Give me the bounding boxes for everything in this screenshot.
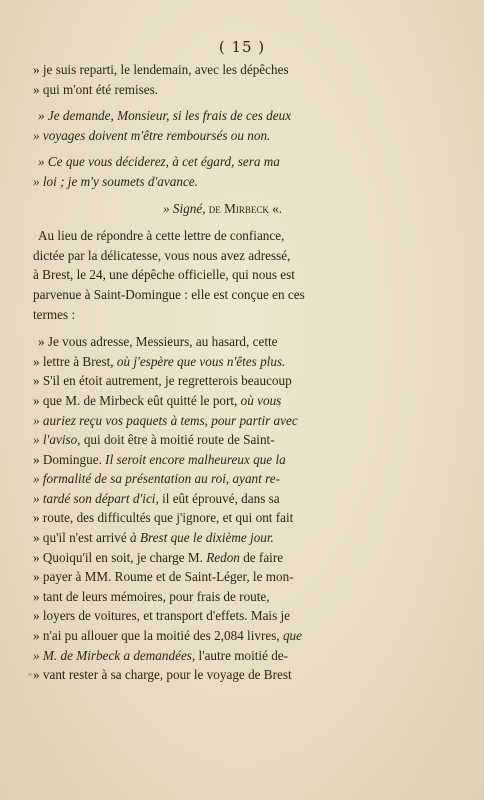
text-line: » Ce que vous déciderez, à cet égard, sera ma — [38, 154, 280, 170]
text-span: , qui doit être à moitié route de Saint- — [77, 432, 275, 448]
text-line: termes : — [33, 306, 76, 322]
text-line: » qui m'ont été remises. — [33, 81, 159, 97]
text-span: » lettre à Brest, — [33, 353, 114, 369]
italic-span: où vous — [240, 392, 282, 408]
text-line: » formalité de sa présentation au roi, ayant re- — [33, 471, 280, 487]
text-line — [33, 489, 363, 509]
italic-span: » l'aviso — [33, 432, 78, 448]
text-line — [33, 548, 363, 568]
text-line: » loyers de voitures, et transport d'effets. Mais je — [33, 608, 291, 624]
text-line: parvenue à Saint-Domingue : elle est conçue en ces — [33, 286, 305, 302]
text-line — [33, 646, 363, 666]
text-line — [33, 528, 363, 548]
text-line: » vant rester à sa charge, pour le voyage de Brest — [33, 667, 292, 683]
text-span: » qu'il n'est arrivé — [33, 530, 127, 546]
page-number: ( 15 ) — [218, 38, 266, 56]
italic-span: que — [282, 628, 302, 644]
signer-name: de Mirbeck «. — [208, 200, 283, 216]
paper-stain — [28, 673, 32, 676]
italic-span: Il seroit encore malheureux que la — [105, 451, 286, 467]
text-line: Au lieu de répondre à cette lettre de confiance, — [38, 228, 285, 244]
text-line: » je suis reparti, le lendemain, avec les dépêches — [33, 62, 289, 77]
text-span: » Quoiqu'il en soit, je charge M. — [33, 549, 203, 565]
italic-span: » tardé son départ d'ici — [33, 490, 156, 506]
signature-line — [33, 199, 363, 219]
text-line: » auriez reçu vos paquets à tems, pour partir avec — [33, 412, 298, 428]
italic-span: où j'espère que vous n'êtes plus. — [116, 353, 286, 369]
italic-span: à Brest que le dixième jour. — [130, 530, 274, 546]
text-line: » route, des difficultés que j'ignore, et qui ont fait — [33, 510, 294, 526]
text-span: de faire — [243, 549, 284, 565]
text-span: , il eût éprouvé, dans sa — [155, 490, 280, 506]
text-line: » tant de leurs mémoires, pour frais de route, — [33, 588, 270, 604]
text-line — [33, 450, 363, 470]
text-span: , l'autre moitié de- — [191, 647, 289, 663]
italic-span: Redon — [206, 549, 240, 565]
text-line: dictée par la délicatesse, vous nous avez adressé, — [33, 247, 291, 263]
text-span: » Domingue. — [33, 451, 102, 467]
text-line: » loi ; je m'y soumets d'avance. — [33, 173, 198, 189]
text-line — [33, 352, 363, 372]
text-line — [33, 626, 363, 646]
italic-span: » M. de Mirbeck a demandées — [33, 647, 192, 663]
text-span: » que M. de Mirbeck eût quitté le port, — [33, 392, 238, 408]
text-line — [33, 430, 363, 450]
text-line: » S'il en étoit autrement, je regretterois beaucoup — [33, 373, 292, 389]
text-line: à Brest, le 24, une dépêche officielle, qui nous est — [33, 267, 295, 283]
text-line: » Je demande, Monsieur, si les frais de ces deux — [38, 108, 292, 124]
text-line: » voyages doivent m'être remboursés ou non. — [33, 127, 271, 143]
text-line: » payer à MM. Roume et de Saint-Léger, le mon- — [33, 569, 294, 585]
signed-label: » Signé, — [163, 200, 206, 216]
text-span: » n'ai pu allouer que la moitié des 2,084 livres, — [33, 628, 280, 644]
text-line: » Je vous adresse, Messieurs, au hasard, cette — [38, 334, 278, 350]
body-text — [33, 60, 363, 685]
text-line — [33, 391, 363, 411]
